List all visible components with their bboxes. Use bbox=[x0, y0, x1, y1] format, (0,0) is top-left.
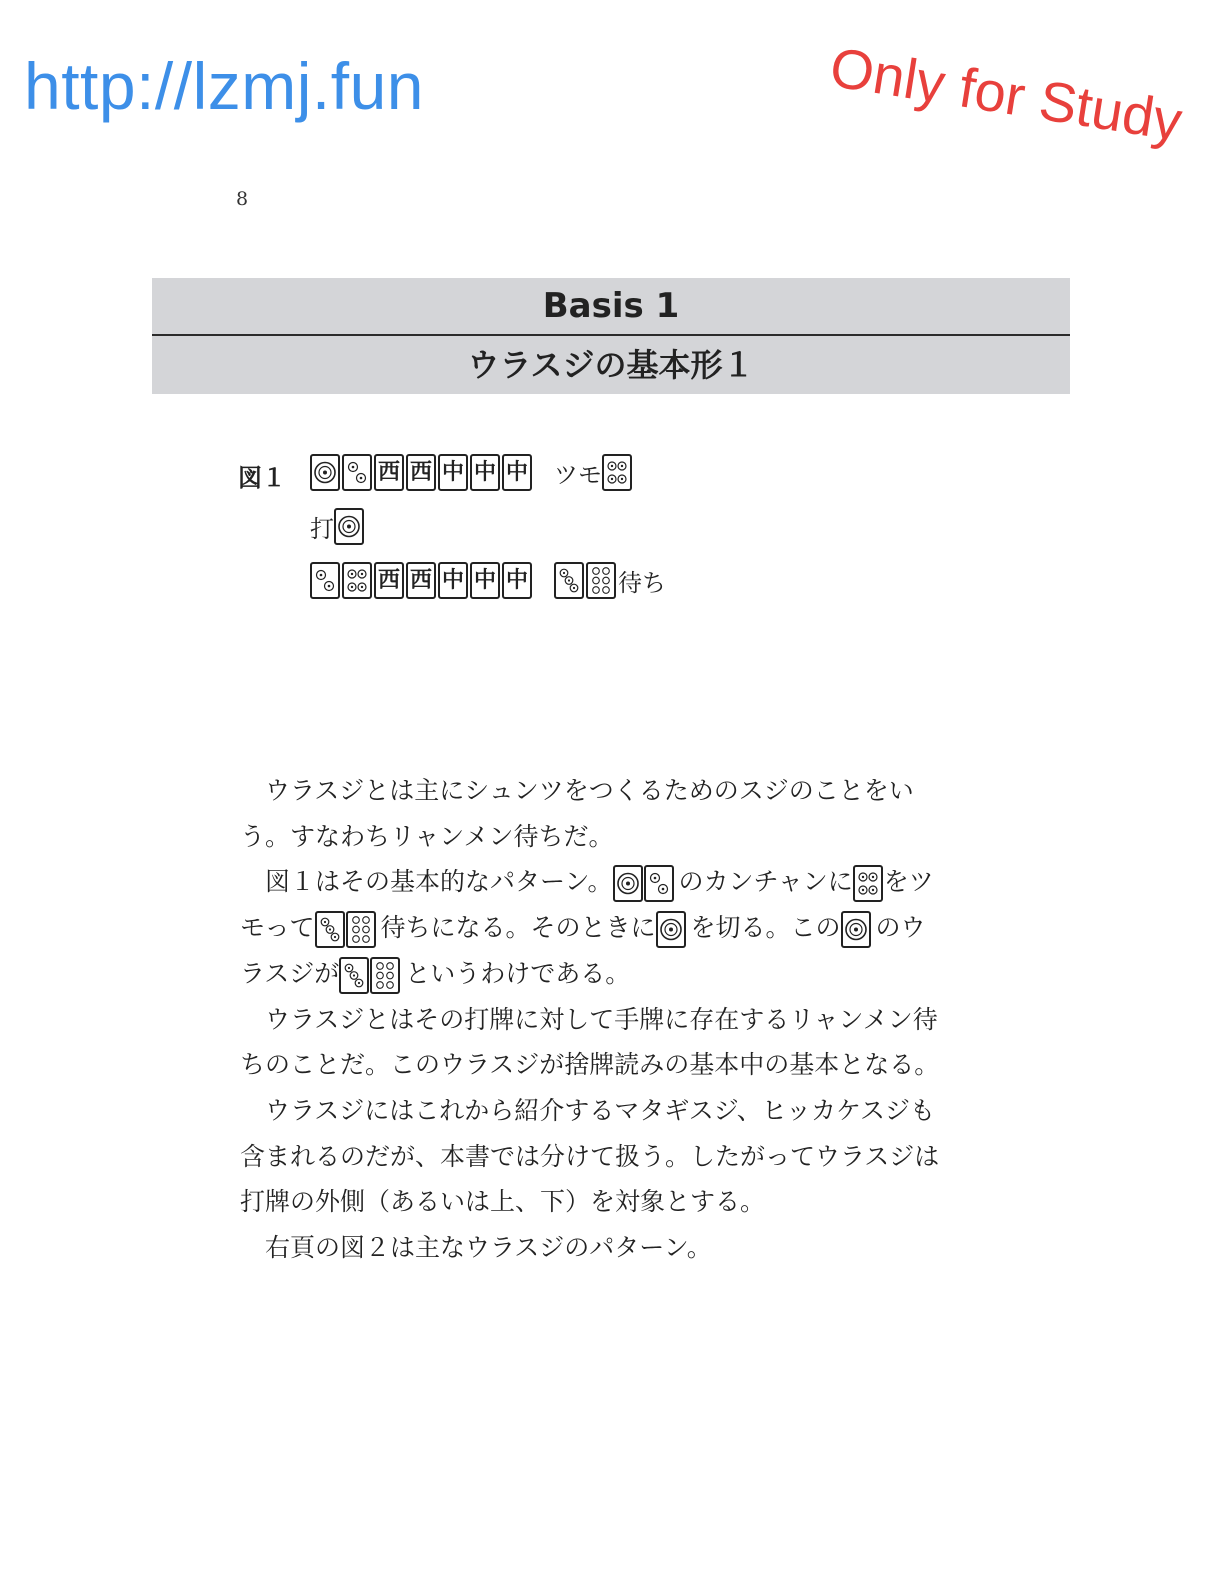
pin-6-tile bbox=[586, 562, 616, 599]
paragraph-2-text: のカンチャンに bbox=[678, 867, 853, 897]
paragraph-1: ウラスジとは主にシュンツをつくるためのスジのことをいう。すなわちリャンメン待ちだ。 bbox=[240, 776, 914, 851]
discard-label: 打 bbox=[310, 515, 334, 543]
west-tile: 西 bbox=[406, 562, 436, 599]
red-dragon-tile: 中 bbox=[438, 562, 468, 599]
tsumo-label: ツモ bbox=[554, 461, 602, 489]
red-dragon-tile: 中 bbox=[502, 454, 532, 491]
watermark-url: http://lzmj.fun bbox=[24, 49, 424, 123]
pin-3-tile bbox=[554, 562, 584, 599]
pin-1-tile bbox=[334, 508, 364, 545]
red-dragon-tile: 中 bbox=[470, 562, 500, 599]
pin-6-tile bbox=[370, 957, 400, 994]
figure-1 bbox=[238, 452, 838, 612]
pin-2-tile bbox=[644, 865, 674, 902]
figure-label: 図１ bbox=[238, 464, 286, 492]
paragraph-3: ウラスジとはその打牌に対して手牌に存在するリャンメン待ちのことだ。このウラスジが捨牌読みの基本中の基本となる。 bbox=[240, 1004, 940, 1080]
paragraph-2-text: 待ちになる。そのときに bbox=[380, 913, 656, 943]
body-text bbox=[240, 768, 950, 1271]
pin-1-tile bbox=[310, 454, 340, 491]
paragraph-2-text: をツモって bbox=[240, 867, 934, 943]
pin-6-tile bbox=[346, 911, 376, 948]
paragraph-5: 右頁の図２は主なウラスジのパターン。 bbox=[265, 1233, 712, 1263]
west-tile: 西 bbox=[406, 454, 436, 491]
pin-3-tile bbox=[315, 911, 345, 948]
red-dragon-tile: 中 bbox=[470, 454, 500, 491]
paragraph-2-text: というわけである。 bbox=[405, 958, 631, 988]
pin-2-tile bbox=[342, 454, 372, 491]
pin-3-tile bbox=[339, 957, 369, 994]
paragraph-2-text: を切る。この bbox=[690, 913, 841, 943]
page-number: 8 bbox=[236, 188, 249, 210]
section-header bbox=[152, 278, 1070, 394]
paragraph-4: ウラスジにはこれから紹介するマタギスジ、ヒッカケスジも含まれるのだが、本書では分けて扱う。したがってウラスジは打牌の外側（あるいは上、下）を対象とする。 bbox=[240, 1095, 940, 1217]
figure-hand-row bbox=[310, 454, 634, 491]
wait-label: 待ち bbox=[618, 569, 666, 597]
red-dragon-tile: 中 bbox=[438, 454, 468, 491]
pin-1-tile bbox=[613, 865, 643, 902]
paragraph-2-text: のウラスジが bbox=[240, 913, 926, 988]
pin-1-tile bbox=[841, 911, 871, 948]
pin-4-tile bbox=[602, 454, 632, 491]
pin-4-tile bbox=[853, 865, 883, 902]
red-dragon-tile: 中 bbox=[502, 562, 532, 599]
west-tile: 西 bbox=[374, 454, 404, 491]
section-title: Basis 1 bbox=[152, 278, 1070, 336]
pin-2-tile bbox=[310, 562, 340, 599]
section-subtitle: ウラスジの基本形１ bbox=[467, 346, 755, 384]
paragraph-2-text: 図１はその基本的なパターン。 bbox=[265, 867, 613, 897]
pin-4-tile bbox=[342, 562, 372, 599]
west-tile: 西 bbox=[374, 562, 404, 599]
paragraph-2 bbox=[240, 859, 950, 996]
pin-1-tile bbox=[656, 911, 686, 948]
watermark-study: Only for Study bbox=[825, 34, 1187, 153]
figure-wait-row bbox=[310, 562, 666, 599]
figure-discard-row bbox=[310, 508, 366, 545]
